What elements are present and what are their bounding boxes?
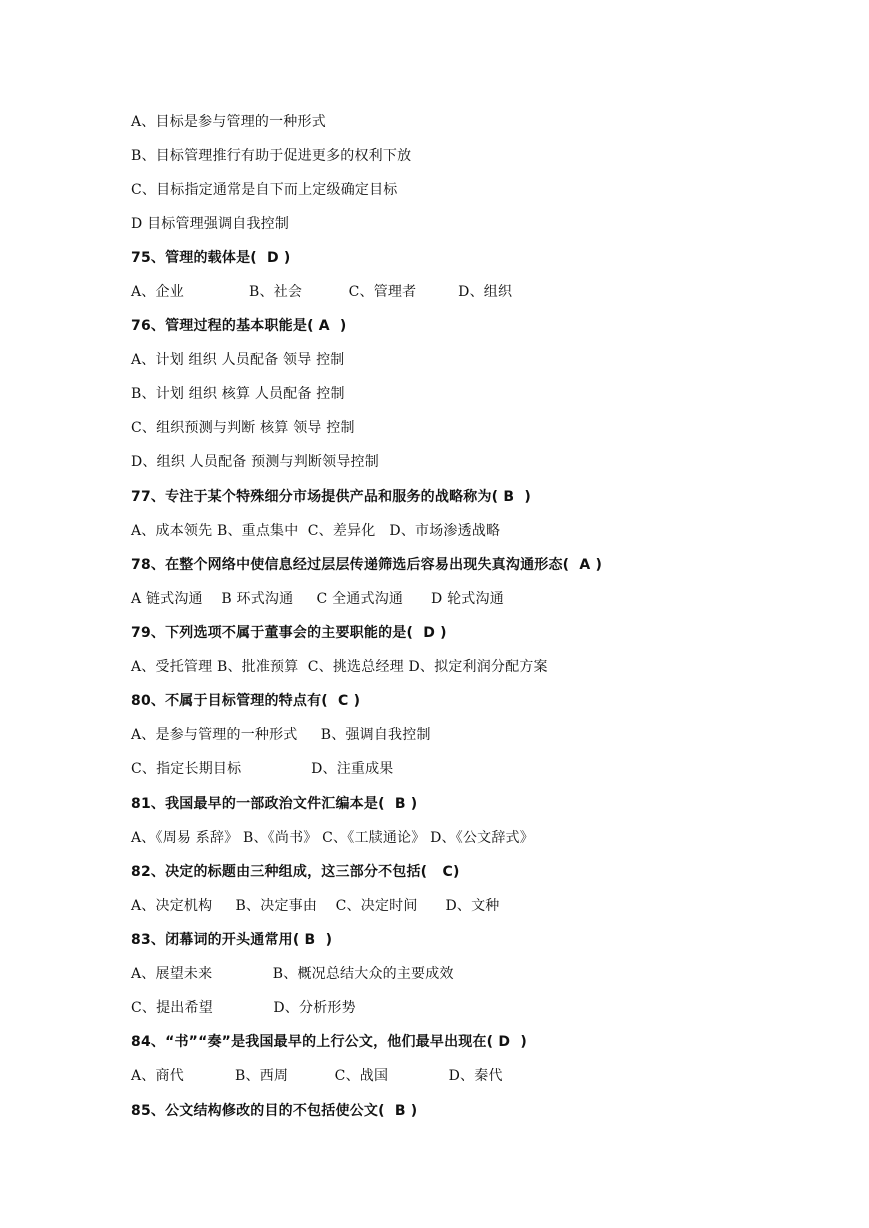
option-line: D、组织 人员配备 预测与判断领导控制 bbox=[131, 454, 379, 470]
question-line: 82、决定的标题由三种组成，这三部分不包括( C) bbox=[131, 864, 460, 880]
option-line: A、是参与管理的一种形式 B、强调自我控制 bbox=[131, 727, 431, 743]
option-line: B、计划 组织 核算 人员配备 控制 bbox=[131, 386, 345, 402]
question-line: 81、我国最早的一部政治文件汇编本是( B ) bbox=[131, 796, 418, 812]
question-line: 85、公文结构修改的目的不包括使公文( B ) bbox=[131, 1103, 418, 1119]
option-line: C、目标指定通常是自下而上定级确定目标 bbox=[131, 182, 398, 198]
option-line: A、成本领先 B、重点集中 C、差异化 D、市场渗透战略 bbox=[131, 523, 501, 539]
option-line: C、组织预测与判断 核算 领导 控制 bbox=[131, 420, 355, 436]
option-line: A、受托管理 B、批准预算 C、挑选总经理 D、拟定利润分配方案 bbox=[131, 659, 548, 675]
option-line: A、目标是参与管理的一种形式 bbox=[131, 114, 326, 130]
option-line: C、指定长期目标 D、注重成果 bbox=[131, 761, 394, 777]
option-line: B、目标管理推行有助于促进更多的权利下放 bbox=[131, 148, 412, 164]
option-line: C、提出希望 D、分析形势 bbox=[131, 1000, 356, 1016]
option-line: A 链式沟通 B 环式沟通 C 全通式沟通 D 轮式沟通 bbox=[131, 591, 504, 607]
option-line: A、《周易 系辞》 B、《尚书》 C、《工牍通论》 D、《公文辞式》 bbox=[131, 830, 534, 846]
question-line: 78、在整个网络中使信息经过层层传递筛选后容易出现失真沟通形态( A ) bbox=[131, 557, 603, 573]
option-line: A、决定机构 B、决定事由 C、决定时间 D、文种 bbox=[131, 898, 500, 914]
option-line: A、展望未来 B、概况总结大众的主要成效 bbox=[131, 966, 454, 982]
question-line: 83、闭幕词的开头通常用( B ) bbox=[131, 932, 333, 948]
question-line: 76、管理过程的基本职能是( A ) bbox=[131, 318, 347, 334]
option-line: A、计划 组织 人员配备 领导 控制 bbox=[131, 352, 345, 368]
question-line: 79、下列选项不属于董事会的主要职能的是( D ) bbox=[131, 625, 447, 641]
option-line: D 目标管理强调自我控制 bbox=[131, 216, 290, 232]
question-line: 80、不属于目标管理的特点有( C ) bbox=[131, 693, 361, 709]
question-line: 84、“书”“奏”是我国最早的上行公文，他们最早出现在( D ) bbox=[131, 1034, 527, 1050]
question-line: 77、专注于某个特殊细分市场提供产品和服务的战略称为( B ) bbox=[131, 489, 531, 505]
option-line: A、企业 B、社会 C、管理者 D、组织 bbox=[131, 284, 513, 300]
option-line: A、商代 B、西周 C、战国 D、秦代 bbox=[131, 1068, 503, 1084]
question-line: 75、管理的载体是( D ) bbox=[131, 250, 291, 266]
